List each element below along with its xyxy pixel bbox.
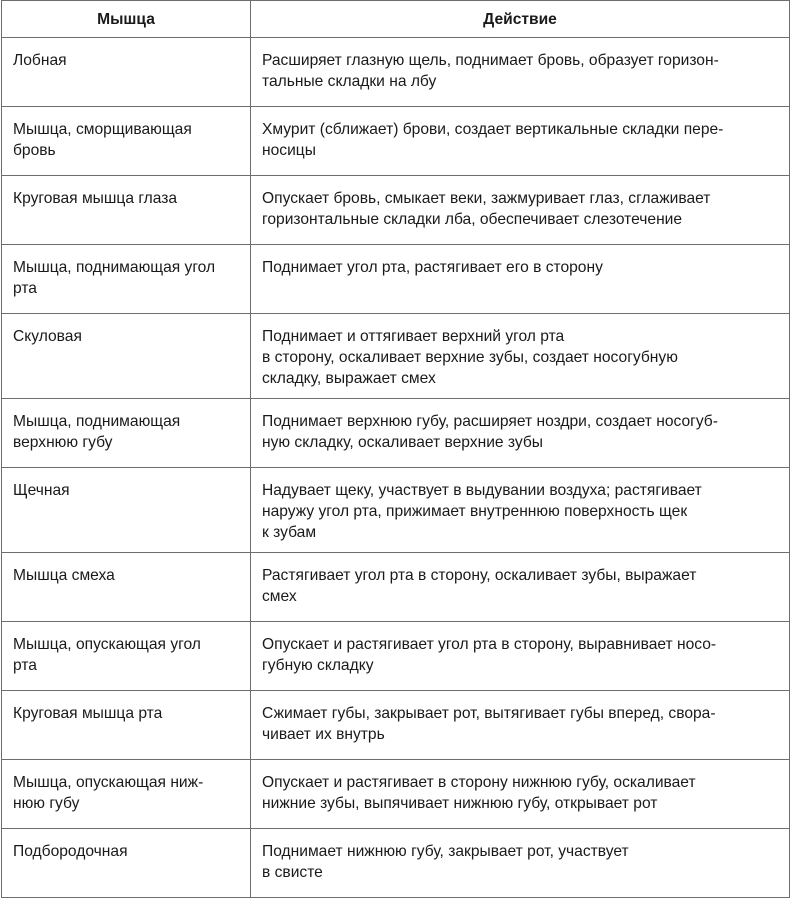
- action-cell: [251, 176, 790, 245]
- muscle-cell: [2, 314, 251, 399]
- action-text: Хмурит (сближает) брови, создает вертикальные складки пере-: [262, 121, 724, 138]
- muscle-cell: [2, 176, 251, 245]
- action-text: Расширяет глазную щель, поднимает бровь, образует горизон-: [262, 52, 719, 69]
- muscle-text: Мышца, опускающая ниж-: [13, 774, 204, 791]
- muscle-text: Мышца, сморщивающая: [13, 121, 192, 138]
- table-header-row: [2, 1, 790, 38]
- muscle-text: Подбородочная: [13, 843, 128, 860]
- muscle-cell: [2, 38, 251, 107]
- table-row: [2, 760, 790, 829]
- table-row: [2, 314, 790, 399]
- muscle-text: бровь: [13, 142, 56, 159]
- action-cell: [251, 622, 790, 691]
- action-text: Поднимает нижнюю губу, закрывает рот, участвует: [262, 843, 629, 860]
- action-text: Надувает щеку, участвует в выдувании воздуха; растягивает: [262, 482, 702, 499]
- table-row: [2, 829, 790, 898]
- action-text: Опускает и растягивает угол рта в сторону, выравнивает носо-: [262, 636, 717, 653]
- muscle-cell: [2, 829, 251, 898]
- muscle-cell: [2, 691, 251, 760]
- action-cell: [251, 38, 790, 107]
- action-text: носицы: [262, 142, 316, 159]
- action-text: складку, выражает смех: [262, 370, 436, 387]
- muscle-cell: [2, 468, 251, 553]
- action-text: в свисте: [262, 864, 323, 881]
- muscle-text: Мышца смеха: [13, 567, 115, 584]
- action-text: губную складку: [262, 657, 374, 674]
- action-text: в сторону, оскаливает верхние зубы, создает носогубную: [262, 349, 678, 366]
- action-text: ную складку, оскаливает верхние зубы: [262, 434, 544, 451]
- muscle-text: рта: [13, 657, 37, 674]
- muscle-text: Мышца, опускающая угол: [13, 636, 201, 653]
- action-cell: [251, 245, 790, 314]
- column-header-muscle: Мышца: [2, 1, 251, 38]
- muscle-text: рта: [13, 280, 37, 297]
- muscle-text: Круговая мышца глаза: [13, 190, 178, 207]
- muscle-text: Скуловая: [13, 328, 82, 345]
- table-row: [2, 176, 790, 245]
- action-cell: [251, 468, 790, 553]
- action-text: тальные складки на лбу: [262, 73, 437, 90]
- muscle-cell: [2, 622, 251, 691]
- action-cell: [251, 553, 790, 622]
- table-row: [2, 553, 790, 622]
- table-row: [2, 622, 790, 691]
- action-text: горизонтальные складки лба, обеспечивает слезотечение: [262, 211, 683, 228]
- action-cell: [251, 760, 790, 829]
- muscle-text: Щечная: [13, 482, 70, 499]
- action-text: Сжимает губы, закрывает рот, вытягивает губы вперед, свора-: [262, 705, 716, 722]
- action-cell: [251, 399, 790, 468]
- action-text: смех: [262, 588, 297, 605]
- muscle-text: Мышца, поднимающая угол: [13, 259, 216, 276]
- action-text: Опускает бровь, смыкает веки, зажмуривает глаз, сглаживает: [262, 190, 711, 207]
- muscle-table: [1, 0, 790, 898]
- action-cell: [251, 829, 790, 898]
- action-text: Поднимает и оттягивает верхний угол рта: [262, 328, 565, 345]
- action-text: Опускает и растягивает в сторону нижнюю губу, оскаливает: [262, 774, 696, 791]
- action-text: Поднимает верхнюю губу, расширяет ноздри, создает носогуб-: [262, 413, 718, 430]
- muscle-cell: [2, 245, 251, 314]
- action-cell: [251, 691, 790, 760]
- muscle-cell: [2, 553, 251, 622]
- muscle-text: Лобная: [13, 52, 67, 69]
- table-row: [2, 245, 790, 314]
- muscle-text: Мышца, поднимающая: [13, 413, 181, 430]
- action-text: Растягивает угол рта в сторону, оскаливает зубы, выражает: [262, 567, 697, 584]
- table-row: [2, 468, 790, 553]
- muscle-text: Круговая мышца рта: [13, 705, 163, 722]
- action-cell: [251, 107, 790, 176]
- action-text: нижние зубы, выпячивает нижнюю губу, открывает рот: [262, 795, 658, 812]
- muscle-cell: [2, 107, 251, 176]
- action-text: чивает их внутрь: [262, 726, 385, 743]
- action-text: к зубам: [262, 524, 317, 541]
- column-header-action: Действие: [251, 1, 790, 38]
- table-row: [2, 107, 790, 176]
- muscle-cell: [2, 760, 251, 829]
- table-row: [2, 38, 790, 107]
- muscle-text: нюю губу: [13, 795, 80, 812]
- muscle-text: верхнюю губу: [13, 434, 113, 451]
- action-text: наружу угол рта, прижимает внутреннюю поверхность щек: [262, 503, 688, 520]
- action-cell: [251, 314, 790, 399]
- table-row: [2, 691, 790, 760]
- muscle-cell: [2, 399, 251, 468]
- table-row: [2, 399, 790, 468]
- action-text: Поднимает угол рта, растягивает его в сторону: [262, 259, 603, 276]
